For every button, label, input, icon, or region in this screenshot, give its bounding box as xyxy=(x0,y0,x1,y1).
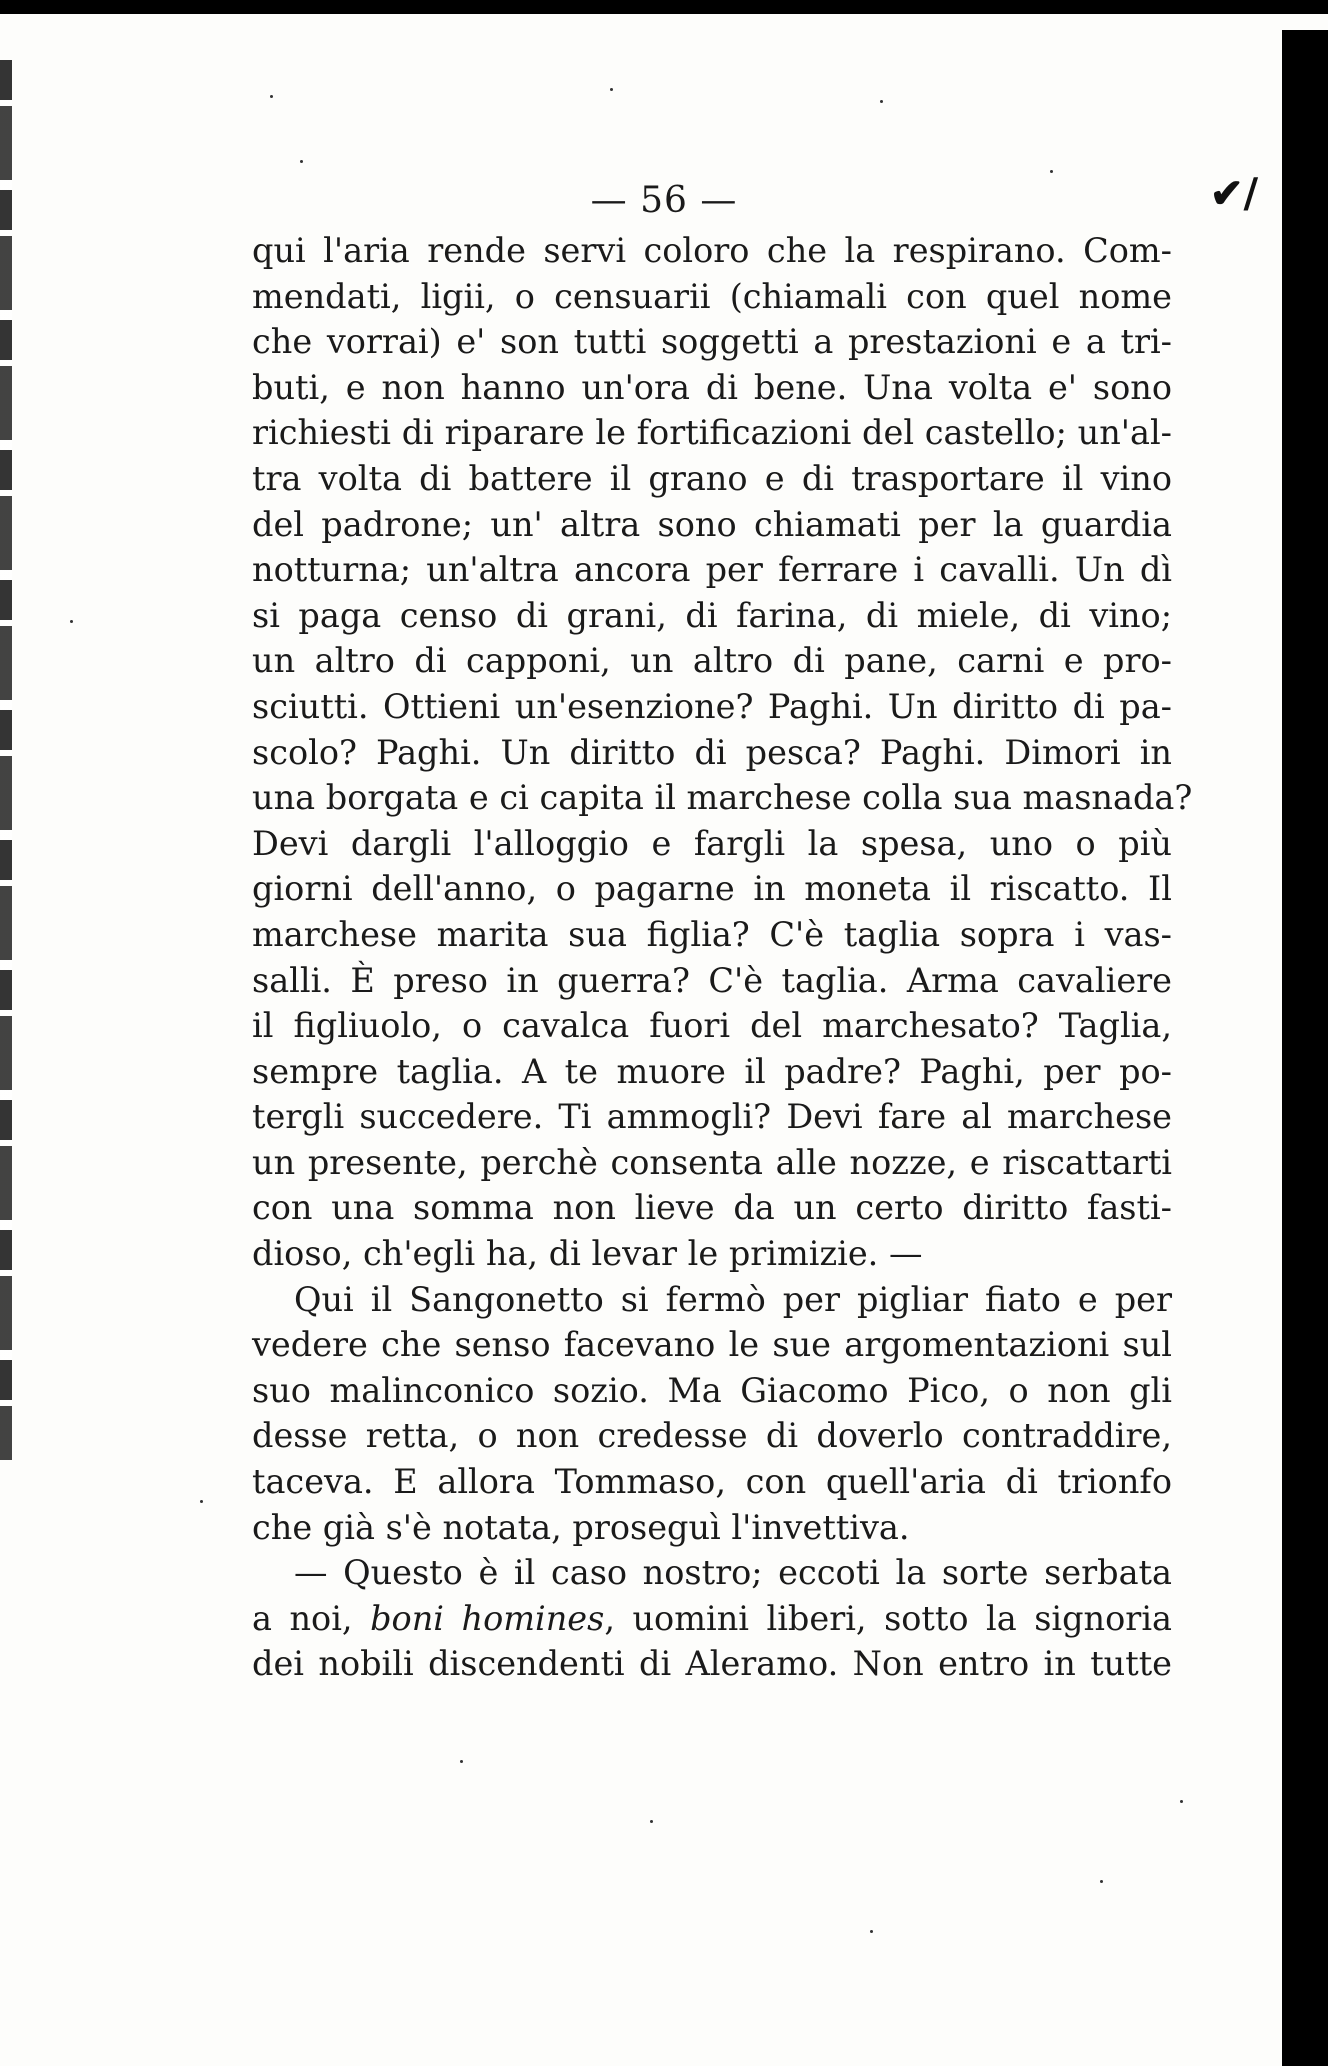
text-line: suo malinconico sozio. Ma Giacomo Pico, o non gli xyxy=(252,1370,1172,1410)
paragraph xyxy=(252,1550,1172,1687)
scan-speck xyxy=(1100,1880,1103,1883)
pencil-check-mark: ✔/ xyxy=(1210,170,1259,217)
scan-speck xyxy=(70,620,73,623)
scan-speck xyxy=(460,1760,463,1763)
scan-speck xyxy=(1050,170,1053,173)
scan-speck xyxy=(650,1820,653,1823)
scan-speck xyxy=(880,100,883,103)
text-line: il figliuolo, o cavalca fuori del marchesato? Taglia, xyxy=(252,1006,1172,1046)
text-line: vedere che senso facevano le sue argomentazioni sul xyxy=(252,1325,1172,1365)
text-line: taceva. E allora Tommaso, con quell'aria di trionfo xyxy=(252,1462,1172,1502)
paragraph xyxy=(252,1277,1172,1551)
body-text xyxy=(252,228,1193,1687)
scan-top-edge xyxy=(0,0,1328,14)
paragraph xyxy=(252,228,1193,1277)
text-line: tra volta di battere il grano e di trasportare il vino xyxy=(252,458,1172,498)
text-fragment: , uomini liberi, sotto la signoria xyxy=(604,1598,1173,1638)
text-line: un altro di capponi, un altro di pane, carni e pro- xyxy=(252,641,1172,681)
text-line: che vorrai) e' son tutti soggetti a prestazioni e a tri- xyxy=(252,322,1172,362)
text-line: sempre taglia. A te muore il padre? Paghi, per po- xyxy=(252,1051,1172,1091)
text-line: richiesti di riparare le fortificazioni del castello; un'al- xyxy=(252,413,1172,453)
text-line: Qui il Sangonetto si fermò per pigliar fiato e per xyxy=(294,1279,1172,1319)
page-number: — 56 — xyxy=(590,180,738,221)
italic-phrase: boni homines xyxy=(370,1598,605,1638)
text-line-with-italic xyxy=(252,1596,1172,1642)
text-line: salli. È preso in guerra? C'è taglia. Arma cavaliere xyxy=(252,960,1172,1000)
text-line: sciutti. Ottieni un'esenzione? Paghi. Un diritto di pa- xyxy=(252,686,1172,726)
scan-right-edge xyxy=(1282,30,1328,2066)
text-line: del padrone; un' altra sono chiamati per la guardia xyxy=(252,504,1172,544)
text-line: giorni dell'anno, o pagarne in moneta il riscatto. Il xyxy=(252,869,1172,909)
text-line: marchese marita sua figlia? C'è taglia sopra i vas- xyxy=(252,914,1172,954)
text-line: dioso, ch'egli ha, di levar le primizie. — xyxy=(252,1234,923,1274)
text-line: mendati, ligii, o censuarii (chiamali con quel nome xyxy=(252,276,1172,316)
text-line: desse retta, o non credesse di doverlo contraddire, xyxy=(252,1416,1172,1456)
text-line: con una somma non lieve da un certo diritto fasti- xyxy=(252,1188,1172,1228)
scan-binding-shadow xyxy=(0,60,12,1460)
text-line: un presente, perchè consenta alle nozze, e riscattarti xyxy=(252,1142,1172,1182)
scan-speck xyxy=(200,1500,203,1503)
scan-speck xyxy=(300,160,303,163)
text-line: scolo? Paghi. Un diritto di pesca? Paghi. Dimori in xyxy=(252,732,1172,772)
text-line: una borgata e ci capita il marchese colla sua masnada? xyxy=(252,778,1193,818)
scan-speck xyxy=(610,88,613,91)
text-line: dei nobili discendenti di Aleramo. Non entro in tutte xyxy=(252,1644,1172,1684)
text-line: notturna; un'altra ancora per ferrare i cavalli. Un dì xyxy=(252,550,1172,590)
scan-speck xyxy=(1180,1800,1183,1803)
text-line: buti, e non hanno un'ora di bene. Una volta e' sono xyxy=(252,367,1172,407)
scan-speck xyxy=(870,1930,873,1933)
text-line: che già s'è notata, proseguì l'invettiva. xyxy=(252,1507,910,1547)
scan-speck xyxy=(270,95,273,98)
text-fragment: a noi, xyxy=(252,1598,371,1638)
text-line: Devi dargli l'alloggio e fargli la spesa, uno o più xyxy=(252,823,1172,863)
text-line: — Questo è il caso nostro; eccoti la sorte serbata xyxy=(294,1553,1172,1593)
text-line: qui l'aria rende servi coloro che la respirano. Com- xyxy=(252,231,1172,270)
text-line: tergli succedere. Ti ammogli? Devi fare al marchese xyxy=(252,1097,1172,1137)
text-line: si paga censo di grani, di farina, di miele, di vino; xyxy=(252,595,1172,635)
